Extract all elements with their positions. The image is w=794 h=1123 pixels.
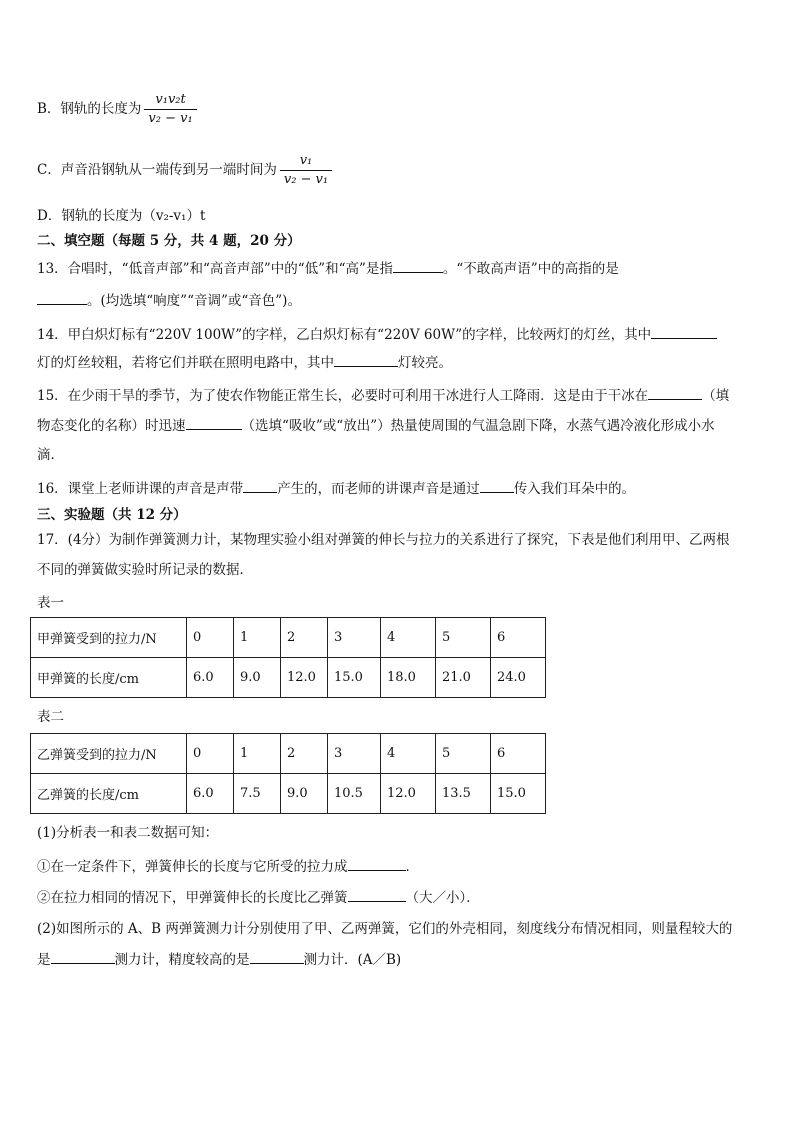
table-cell: 21.0	[436, 658, 491, 698]
table-cell: 15.0	[491, 774, 546, 814]
table-row	[31, 618, 546, 658]
question-17-line-1: 17．(4分）为制作弹簧测力计，某物理实验小组对弹簧的伸长与拉力的关系进行了探究，下表是他们利用甲、乙两根	[37, 532, 730, 548]
table-cell: 9.0	[281, 774, 328, 814]
q17-sub-1b-text: ②在拉力相同的情况下，甲弹簧伸长的长度比乙弹簧	[37, 890, 348, 906]
option-c-text: C．声音沿钢轨从一端传到另一端时间为	[37, 162, 277, 178]
section-2-heading: 二、填空题（每题 5 分，共 4 题，20 分）	[37, 233, 301, 249]
option-d-text: D．钢轨的长度为（v₂-v₁）t	[37, 208, 206, 224]
table-cell: 6.0	[187, 774, 234, 814]
option-b	[37, 92, 757, 127]
q14-text-b: 灯的灯丝较粗，若将它们并联在照明电路中，其中	[37, 355, 334, 371]
q17-sub-1b	[37, 887, 757, 908]
table-cell: 0	[187, 618, 234, 658]
table-cell: 12.0	[281, 658, 328, 698]
answer-blank[interactable]	[651, 324, 717, 339]
question-13-line-2	[37, 290, 757, 311]
table-cell: 7.5	[234, 774, 281, 814]
answer-blank[interactable]	[348, 887, 406, 902]
q13-text-b: 。“不敢高声语”中的高指的是	[442, 261, 619, 277]
q16-text-b: 产生的，而老师的讲课声音是通过	[277, 481, 480, 497]
question-15-line-3: 滴．	[37, 447, 64, 463]
answer-blank[interactable]	[243, 478, 277, 493]
section-3-heading: 三、实验题（共 12 分）	[37, 507, 187, 523]
q14-text-a: 14．甲白炽灯标有“220V 100W”的字样，乙白炽灯标有“220V 60W”的字样，比较两灯的灯丝，其中	[37, 327, 652, 343]
fraction-denominator: v₂ − v₁	[148, 111, 193, 126]
q15-text-d: （选填“吸收”或“放出”）热量使周围的气温急剧下降，水蒸气遇冷液化形成小水	[241, 418, 715, 434]
q14-text-c: 灯较亮。	[398, 355, 452, 371]
table-cell: 18.0	[381, 658, 436, 698]
table-cell: 9.0	[234, 658, 281, 698]
table-cell: 4	[381, 618, 436, 658]
q16-text-c: 传入我们耳朵中的。	[513, 481, 636, 497]
table-cell: 24.0	[491, 658, 546, 698]
q17-sub-1a-end: ．	[405, 859, 419, 875]
table-row-label: 乙弹簧受到的拉力/N	[31, 734, 187, 774]
q15-text-a: 15．在少雨干旱的季节，为了使农作物能正常生长，必要时可利用干冰进行人工降雨．这是由于干冰在	[37, 388, 649, 404]
fraction-numerator: v₁v₂t	[144, 92, 196, 110]
table-row-label: 甲弹簧的长度/cm	[31, 658, 187, 698]
table-cell: 4	[381, 734, 436, 774]
answer-blank[interactable]	[186, 415, 242, 430]
table-2-title: 表二	[37, 709, 64, 725]
fraction-denominator: v₂ − v₁	[283, 172, 329, 187]
table-cell: 0	[187, 734, 234, 774]
table-cell: 1	[234, 618, 281, 658]
table-cell: 6.0	[187, 658, 234, 698]
q17-sub-1b-end: （大／小）．	[405, 890, 480, 906]
question-15-line-2	[37, 415, 757, 436]
table-row-label: 乙弹簧的长度/cm	[31, 774, 187, 814]
answer-blank[interactable]	[648, 385, 702, 400]
table-cell: 5	[436, 618, 491, 658]
table-cell: 15.0	[328, 658, 381, 698]
table-row	[31, 734, 546, 774]
question-14-line-2	[37, 352, 757, 373]
table-1	[30, 617, 546, 698]
option-c-fraction	[280, 153, 332, 188]
table-cell: 10.5	[328, 774, 381, 814]
question-13-line-1	[37, 258, 757, 279]
option-b-text: B．钢轨的长度为	[37, 101, 142, 117]
q17-sub-2-text-c: 测力计．(A／B)	[303, 952, 402, 968]
question-14-line-1	[37, 324, 757, 345]
table-row-label: 甲弹簧受到的拉力/N	[31, 618, 187, 658]
answer-blank[interactable]	[480, 478, 514, 493]
table-cell: 12.0	[381, 774, 436, 814]
answer-blank[interactable]	[37, 290, 87, 305]
answer-blank[interactable]	[51, 949, 115, 964]
table-1-title: 表一	[37, 595, 64, 611]
table-cell: 3	[328, 734, 381, 774]
option-d	[37, 206, 757, 226]
table-cell: 5	[436, 734, 491, 774]
table-row	[31, 658, 546, 698]
q15-text-b: （填	[702, 388, 730, 404]
table-cell: 3	[328, 618, 381, 658]
q17-sub-2-text-b: 测力计，精度较高的是	[114, 952, 250, 968]
table-cell: 2	[281, 618, 328, 658]
question-15-line-1	[37, 385, 757, 406]
q17-sub-1a-text: ①在一定条件下，弹簧伸长的长度与它所受的拉力成	[37, 859, 348, 875]
answer-blank[interactable]	[334, 352, 398, 367]
q13-text-a: 13．合唱时，“低音声部”和“高音声部”中的“低”和“高”是指	[37, 261, 393, 277]
table-cell: 13.5	[436, 774, 491, 814]
q16-text-a: 16．课堂上老师讲课的声音是声带	[37, 481, 244, 497]
q17-sub-2-line-1: (2)如图所示的 A、B 两弹簧测力计分别使用了甲、乙两弹簧，它们的外壳相同，刻度线分布情况相同，则量程较大的	[37, 921, 733, 937]
option-c	[37, 153, 757, 188]
fraction-numerator: v₁	[280, 153, 332, 171]
answer-blank[interactable]	[250, 949, 304, 964]
table-cell: 6	[491, 618, 546, 658]
table-cell: 1	[234, 734, 281, 774]
q13-text-c: 。(均选填“响度”“音调”或“音色”)。	[87, 293, 301, 309]
table-2	[30, 733, 546, 814]
table-row	[31, 774, 546, 814]
option-b-fraction	[144, 92, 196, 127]
question-17-line-2: 不同的弹簧做实验时所记录的数据．	[37, 562, 253, 578]
q17-sub-1: (1)分析表一和表二数据可知：	[37, 825, 219, 841]
q17-sub-1a	[37, 856, 757, 877]
answer-blank[interactable]	[393, 258, 443, 273]
table-cell: 2	[281, 734, 328, 774]
q17-sub-2-line-2	[37, 949, 757, 970]
table-cell: 6	[491, 734, 546, 774]
question-16	[37, 478, 757, 499]
q15-text-c: 物态变化的名称）时迅速	[37, 418, 186, 434]
answer-blank[interactable]	[348, 856, 406, 871]
q17-sub-2-text-a: 是	[37, 952, 51, 968]
